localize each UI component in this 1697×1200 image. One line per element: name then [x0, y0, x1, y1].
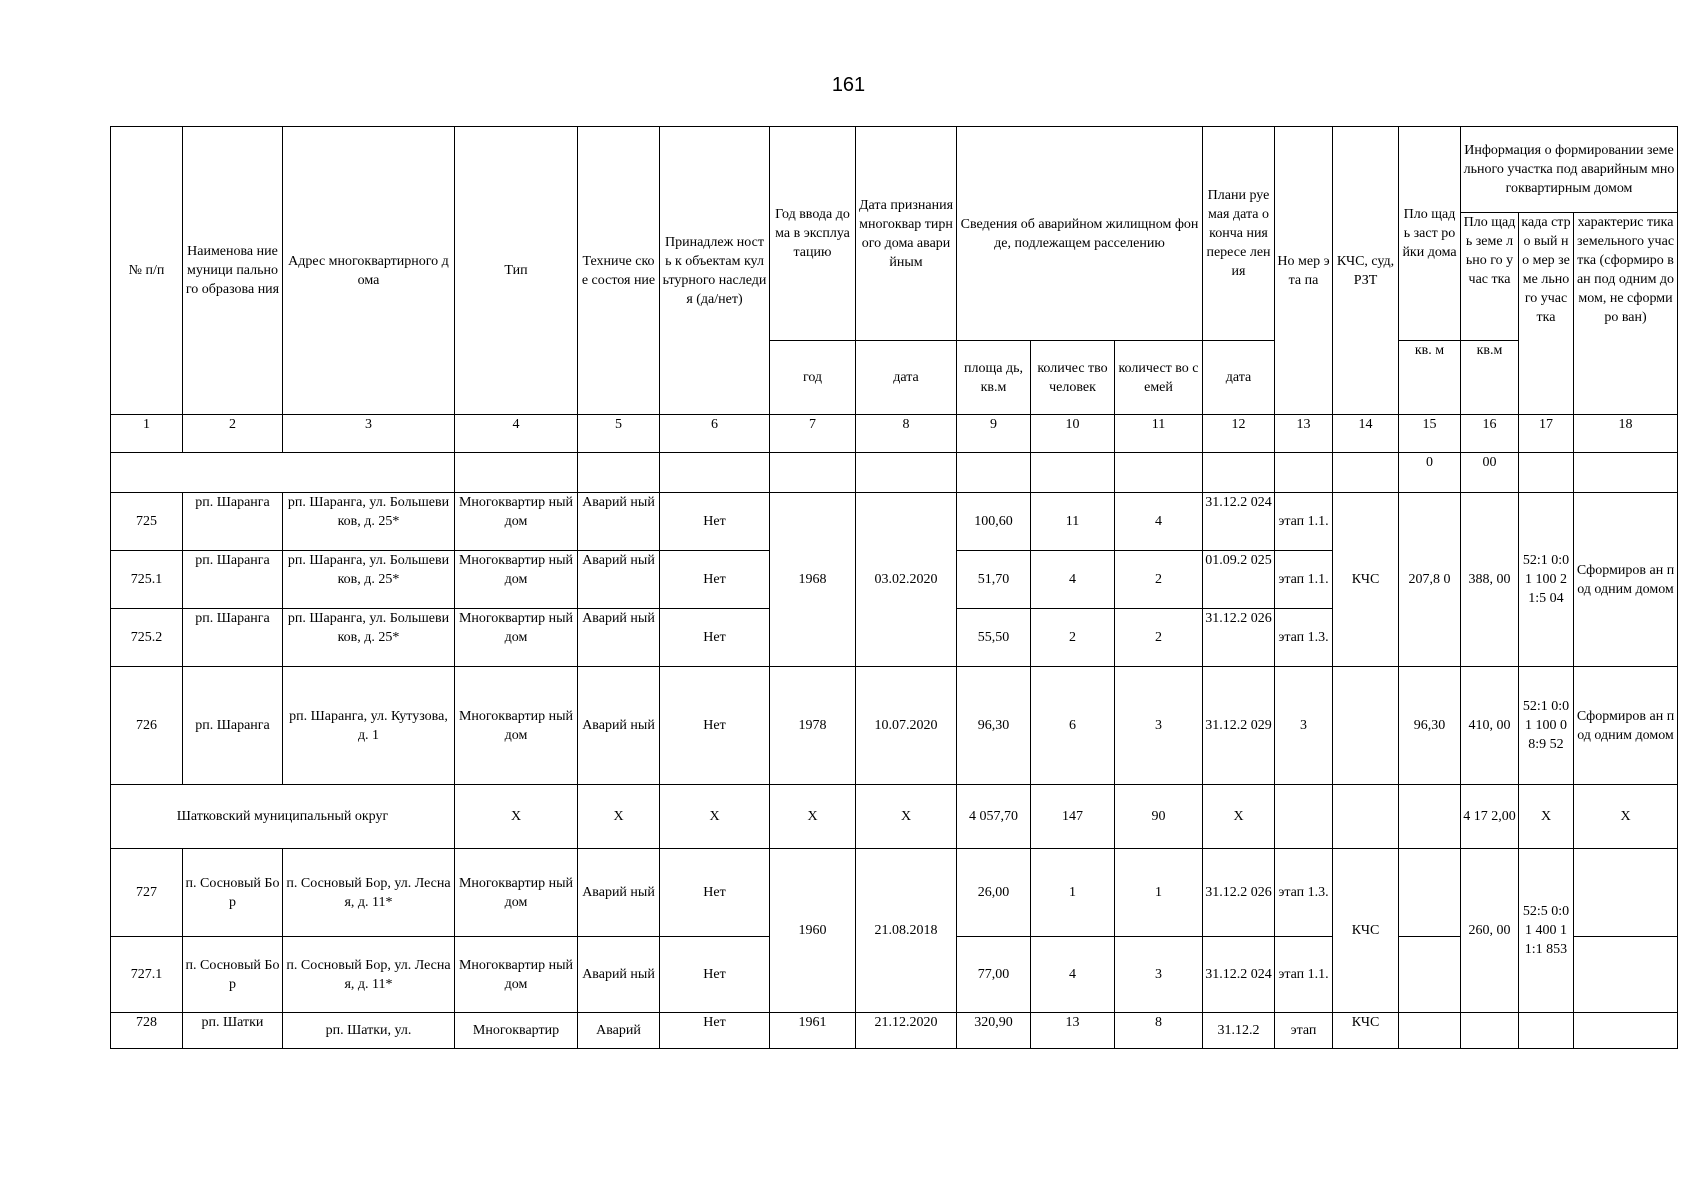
carry-land-area: 00	[1461, 453, 1519, 493]
row-land-area: 410, 00	[1461, 667, 1519, 785]
row-num: 727	[111, 849, 183, 937]
row-recognition-date: 10.07.2020	[856, 667, 957, 785]
row-families: 3	[1115, 667, 1203, 785]
district-c4: X	[455, 785, 578, 849]
row-num: 728	[111, 1013, 183, 1049]
row-recognition-date: 21.12.2020	[856, 1013, 957, 1049]
row-stage: этап	[1275, 1013, 1333, 1049]
district-families: 90	[1115, 785, 1203, 849]
row-address: п. Сосновый Бор, ул. Лесная, д. 11*	[283, 849, 455, 937]
subheader-date: дата	[856, 341, 957, 415]
col-num: 15	[1399, 415, 1461, 453]
district-land-area: 4 17 2,00	[1461, 785, 1519, 849]
row-state: Аварий ный	[578, 667, 660, 785]
row-address: рп. Шаранга, ул. Большевиков, д. 25*	[283, 551, 455, 609]
col-num: 8	[856, 415, 957, 453]
row-res-date: 01.09.2 025	[1203, 551, 1275, 609]
header-kchs: КЧС, суд, РЗТ	[1333, 127, 1399, 415]
col-num: 14	[1333, 415, 1399, 453]
row-address: п. Сосновый Бор, ул. Лесная, д. 11*	[283, 937, 455, 1013]
row-num: 725.1	[111, 551, 183, 609]
header-stage: Но мер эта па	[1275, 127, 1333, 415]
header-num: № п/п	[111, 127, 183, 415]
row-state: Аварий ный	[578, 937, 660, 1013]
row-res-date: 31.12.2 024	[1203, 937, 1275, 1013]
row-people: 4	[1031, 551, 1115, 609]
row-address: рп. Шаранга, ул. Большевиков, д. 25*	[283, 493, 455, 551]
header-land-area: Пло щадь земе льно го учас тка	[1461, 213, 1519, 341]
group-land-area: 388, 00	[1461, 493, 1519, 667]
row-cadastral: 52:1 0:01 100 08:9 52	[1519, 667, 1574, 785]
row-people: 11	[1031, 493, 1115, 551]
header-building-area: Пло щадь заст ройки дома	[1399, 127, 1461, 341]
row-num: 727.1	[111, 937, 183, 1013]
row-municipality: рп. Шаранга	[183, 551, 283, 609]
row-kchs: КЧС	[1333, 1013, 1399, 1049]
row-municipality: п. Сосновый Бор	[183, 937, 283, 1013]
row-families: 8	[1115, 1013, 1203, 1049]
row-type: Многоквартир ный дом	[455, 609, 578, 667]
header-land-info: Информация о формировании земельного участка под аварийным многоквартирным домом	[1461, 127, 1678, 213]
row-building-area: 96,30	[1399, 667, 1461, 785]
group-land-char: Сформиров ан под одним домом	[1574, 493, 1678, 667]
row-address: рп. Шаранга, ул. Большевиков, д. 25*	[283, 609, 455, 667]
district-name: Шатковский муниципальный округ	[111, 785, 455, 849]
col-num: 16	[1461, 415, 1519, 453]
row-state: Аварий ный	[578, 849, 660, 937]
row-people: 2	[1031, 609, 1115, 667]
row-stage: этап 1.1.	[1275, 551, 1333, 609]
subheader-sqm-land: кв.м	[1461, 341, 1519, 415]
col-num: 3	[283, 415, 455, 453]
row-type: Многоквартир ный дом	[455, 937, 578, 1013]
col-num: 1	[111, 415, 183, 453]
district-c18: X	[1574, 785, 1678, 849]
row-type: Многоквартир ный дом	[455, 551, 578, 609]
header-address: Адрес многоквартирного дома	[283, 127, 455, 415]
subheader-people: количес тво человек	[1031, 341, 1115, 415]
district-summary-row	[111, 785, 1678, 849]
row-families: 2	[1115, 551, 1203, 609]
row-heritage: Нет	[660, 493, 770, 551]
col-num: 6	[660, 415, 770, 453]
row-stage: этап 1.3.	[1275, 849, 1333, 937]
column-numbers-row	[111, 415, 1678, 453]
col-num: 2	[183, 415, 283, 453]
row-people: 6	[1031, 667, 1115, 785]
row-municipality: п. Сосновый Бор	[183, 849, 283, 937]
table-row	[111, 667, 1678, 785]
row-families: 2	[1115, 609, 1203, 667]
row-address: рп. Шаранга, ул. Кутузова, д. 1	[283, 667, 455, 785]
row-res-date: 31.12.2 026	[1203, 849, 1275, 937]
district-c5: X	[578, 785, 660, 849]
page-number: 161	[831, 74, 866, 96]
col-num: 9	[957, 415, 1031, 453]
header-municipality: Наименова ние муници пального образова ния	[183, 127, 283, 415]
row-area: 26,00	[957, 849, 1031, 937]
header-emergency-stock: Сведения об аварийном жилищном фонде, подлежащем расселению	[957, 127, 1203, 341]
row-state: Аварий ный	[578, 609, 660, 667]
district-c6: X	[660, 785, 770, 849]
group-cadastral: 52:5 0:01 400 11:1 853	[1519, 849, 1574, 1013]
group-land-area: 260, 00	[1461, 849, 1519, 1013]
row-area: 100,60	[957, 493, 1031, 551]
row-area: 51,70	[957, 551, 1031, 609]
row-heritage: Нет	[660, 551, 770, 609]
row-state: Аварий ный	[578, 551, 660, 609]
row-heritage: Нет	[660, 609, 770, 667]
row-heritage: Нет	[660, 849, 770, 937]
row-people: 1	[1031, 849, 1115, 937]
header-cadastral: када стро вый но мер земе льно го учас тка	[1519, 213, 1574, 415]
row-num: 725	[111, 493, 183, 551]
group-recognition-date: 03.02.2020	[856, 493, 957, 667]
row-state: Аварий	[578, 1013, 660, 1049]
row-type: Многоквартир ный дом	[455, 849, 578, 937]
row-municipality: рп. Шаранга	[183, 609, 283, 667]
row-municipality: рп. Шаранга	[183, 493, 283, 551]
row-type: Многоквартир	[455, 1013, 578, 1049]
col-num: 11	[1115, 415, 1203, 453]
row-res-date: 31.12.2	[1203, 1013, 1275, 1049]
col-num: 5	[578, 415, 660, 453]
row-heritage: Нет	[660, 937, 770, 1013]
group-kchs: КЧС	[1333, 493, 1399, 667]
row-municipality: рп. Шатки	[183, 1013, 283, 1049]
row-area: 96,30	[957, 667, 1031, 785]
row-kchs	[1333, 667, 1399, 785]
row-land-char	[1574, 937, 1678, 1013]
col-num: 12	[1203, 415, 1275, 453]
table-row	[111, 849, 1678, 893]
subheader-sqm: кв. м	[1399, 341, 1461, 415]
housing-table	[110, 126, 1678, 1049]
row-families: 3	[1115, 937, 1203, 1013]
header-recognition-date: Дата признания многоквар тирного дома аварийным	[856, 127, 957, 341]
row-res-date: 31.12.2 029	[1203, 667, 1275, 785]
district-c12: X	[1203, 785, 1275, 849]
row-type: Многоквартир ный дом	[455, 493, 578, 551]
header-tech-state: Техниче ское состоя ние	[578, 127, 660, 415]
table-row	[111, 1013, 1678, 1049]
subheader-families: количест во семей	[1115, 341, 1203, 415]
row-people: 4	[1031, 937, 1115, 1013]
row-heritage: Нет	[660, 1013, 770, 1049]
row-area: 77,00	[957, 937, 1031, 1013]
group-recognition-date: 21.08.2018	[856, 849, 957, 1013]
row-municipality: рп. Шаранга	[183, 667, 283, 785]
row-stage: 3	[1275, 667, 1333, 785]
district-people: 147	[1031, 785, 1115, 849]
row-people: 13	[1031, 1013, 1115, 1049]
col-num: 18	[1574, 415, 1678, 453]
row-stage: этап 1.3.	[1275, 609, 1333, 667]
group-year: 1968	[770, 493, 856, 667]
row-res-date: 31.12.2 024	[1203, 493, 1275, 551]
header-type: Тип	[455, 127, 578, 415]
row-land-char	[1574, 849, 1678, 937]
row-stage: этап 1.1.	[1275, 937, 1333, 1013]
row-type: Многоквартир ный дом	[455, 667, 578, 785]
row-area: 320,90	[957, 1013, 1031, 1049]
col-num: 17	[1519, 415, 1574, 453]
col-num: 13	[1275, 415, 1333, 453]
row-families: 4	[1115, 493, 1203, 551]
header-heritage: Принадлеж ность к объектам культурного наследия (да/нет)	[660, 127, 770, 415]
row-num: 726	[111, 667, 183, 785]
district-area: 4 057,70	[957, 785, 1031, 849]
col-num: 7	[770, 415, 856, 453]
district-c7: X	[770, 785, 856, 849]
subheader-year: год	[770, 341, 856, 415]
district-c17: X	[1519, 785, 1574, 849]
col-num: 4	[455, 415, 578, 453]
row-families: 1	[1115, 849, 1203, 937]
table-row	[111, 493, 1678, 551]
group-kchs: КЧС	[1333, 849, 1399, 1013]
row-num: 725.2	[111, 609, 183, 667]
subheader-area: площа дь, кв.м	[957, 341, 1031, 415]
row-year: 1961	[770, 1013, 856, 1049]
subheader-res-date: дата	[1203, 341, 1275, 415]
row-area: 55,50	[957, 609, 1031, 667]
header-resettlement-date: Плани руемая дата оконча ния пересе ления	[1203, 127, 1275, 341]
row-address: рп. Шатки, ул.	[283, 1013, 455, 1049]
group-year: 1960	[770, 849, 856, 1013]
header-year-built: Год ввода дома в эксплуа тацию	[770, 127, 856, 341]
header-land-char: характерис тика земельного участка (сформиро ван под одним домом, не сформиро ван)	[1574, 213, 1678, 415]
row-building-area	[1399, 937, 1461, 1013]
district-c8: X	[856, 785, 957, 849]
row-res-date: 31.12.2 026	[1203, 609, 1275, 667]
row-building-area	[1399, 849, 1461, 937]
row-land-char: Сформиров ан под одним домом	[1574, 667, 1678, 785]
row-year: 1978	[770, 667, 856, 785]
row-stage: этап 1.1.	[1275, 493, 1333, 551]
row-heritage: Нет	[660, 667, 770, 785]
col-num: 10	[1031, 415, 1115, 453]
carry-over-row	[111, 453, 1678, 493]
group-building-area: 207,8 0	[1399, 493, 1461, 667]
group-cadastral: 52:1 0:01 100 21:5 04	[1519, 493, 1574, 667]
carry-building-area: 0	[1399, 453, 1461, 493]
row-state: Аварий ный	[578, 493, 660, 551]
